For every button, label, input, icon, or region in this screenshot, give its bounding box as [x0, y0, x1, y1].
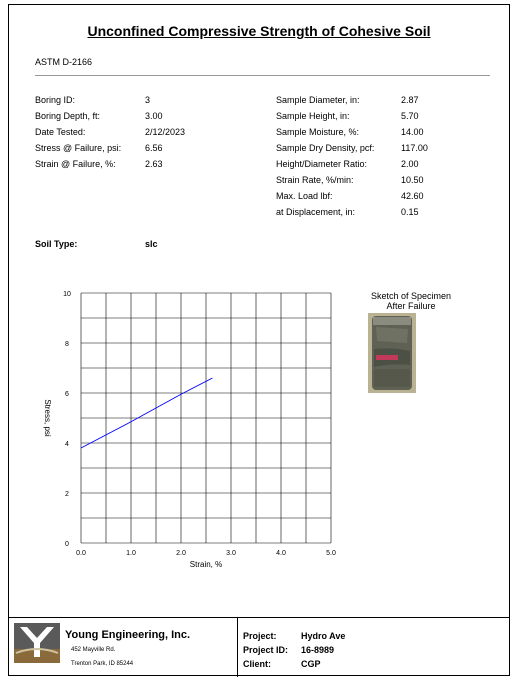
soil-type-label: Soil Type: — [35, 239, 78, 249]
stress-strain-chart — [9, 5, 511, 617]
specimen-photo — [368, 313, 416, 393]
sketch-title-line2: After Failure — [386, 301, 436, 311]
field-value: 6.56 — [145, 143, 163, 153]
x-tick-label: 3.0 — [226, 550, 236, 557]
sketch-title-line1: Sketch of Specimen — [370, 291, 452, 301]
field-label: Strain @ Failure, %: — [35, 159, 116, 169]
x-axis-label: Strain, % — [189, 560, 223, 569]
field-label: Sample Moisture, %: — [276, 127, 360, 137]
company-address-line1: 452 Mayville Rd. — [71, 647, 116, 653]
footer-divider — [9, 617, 509, 618]
field-value: 117.00 — [401, 143, 428, 153]
footer-column-divider — [237, 617, 238, 677]
field-label: Sample Diameter, in: — [276, 95, 360, 105]
field-value: 2/12/2023 — [145, 127, 186, 137]
field-label: Stress @ Failure, psi: — [35, 143, 122, 153]
field-value: 10.50 — [401, 175, 424, 185]
y-tick-label: 4 — [65, 441, 69, 448]
x-tick-label: 2.0 — [176, 550, 186, 557]
client-label: Client: — [243, 659, 271, 669]
field-value: 3.00 — [145, 111, 163, 121]
field-value: 2.87 — [401, 95, 419, 105]
x-tick-label: 5.0 — [326, 550, 336, 557]
company-address-line2: Trenton Park, ID 85244 — [71, 661, 134, 667]
field-value: 42.60 — [401, 191, 424, 201]
field-label: Max. Load lbf: — [276, 191, 333, 201]
y-tick-label: 10 — [63, 291, 71, 298]
field-label: Date Tested: — [35, 127, 86, 137]
x-tick-label: 4.0 — [276, 550, 286, 557]
y-tick-label: 0 — [65, 541, 69, 548]
field-value: 2.00 — [401, 159, 419, 169]
y-tick-label: 6 — [65, 391, 69, 398]
project-label: Project: — [243, 631, 277, 641]
x-tick-label: 0.0 — [76, 550, 86, 557]
field-value: 14.00 — [401, 127, 424, 137]
field-label: Strain Rate, %/min: — [276, 175, 354, 185]
stress-strain-series-line — [81, 378, 213, 448]
client-value: CGP — [301, 659, 321, 669]
field-value: 3 — [145, 95, 151, 105]
field-label: Boring Depth, ft: — [35, 111, 101, 121]
y-axis-label: Stress, psi — [43, 399, 52, 437]
y-tick-label: 2 — [65, 491, 69, 498]
sketch-title — [366, 291, 456, 311]
y-tick-label: 8 — [65, 341, 69, 348]
field-value: 5.70 — [401, 111, 419, 121]
x-tick-label: 1.0 — [126, 550, 136, 557]
report-page — [8, 4, 510, 676]
test-standard: ASTM D-2166 — [35, 57, 93, 67]
field-label: Boring ID: — [35, 95, 76, 105]
soil-type-value: slc — [145, 239, 158, 249]
field-value: 0.15 — [401, 207, 419, 217]
field-value: 2.63 — [145, 159, 163, 169]
company-name: Young Engineering, Inc. — [65, 629, 191, 641]
field-label: Sample Dry Density, pcf: — [276, 143, 375, 153]
project-id-value: 16-8989 — [301, 645, 335, 655]
field-label: at Displacement, in: — [276, 207, 356, 217]
field-label: Height/Diameter Ratio: — [276, 159, 368, 169]
project-id-label: Project ID: — [243, 645, 289, 655]
company-logo — [14, 623, 60, 663]
project-value: Hydro Ave — [301, 631, 346, 641]
field-label: Sample Height, in: — [276, 111, 350, 121]
report-title: Unconfined Compressive Strength of Cohesive Soil — [87, 23, 431, 39]
